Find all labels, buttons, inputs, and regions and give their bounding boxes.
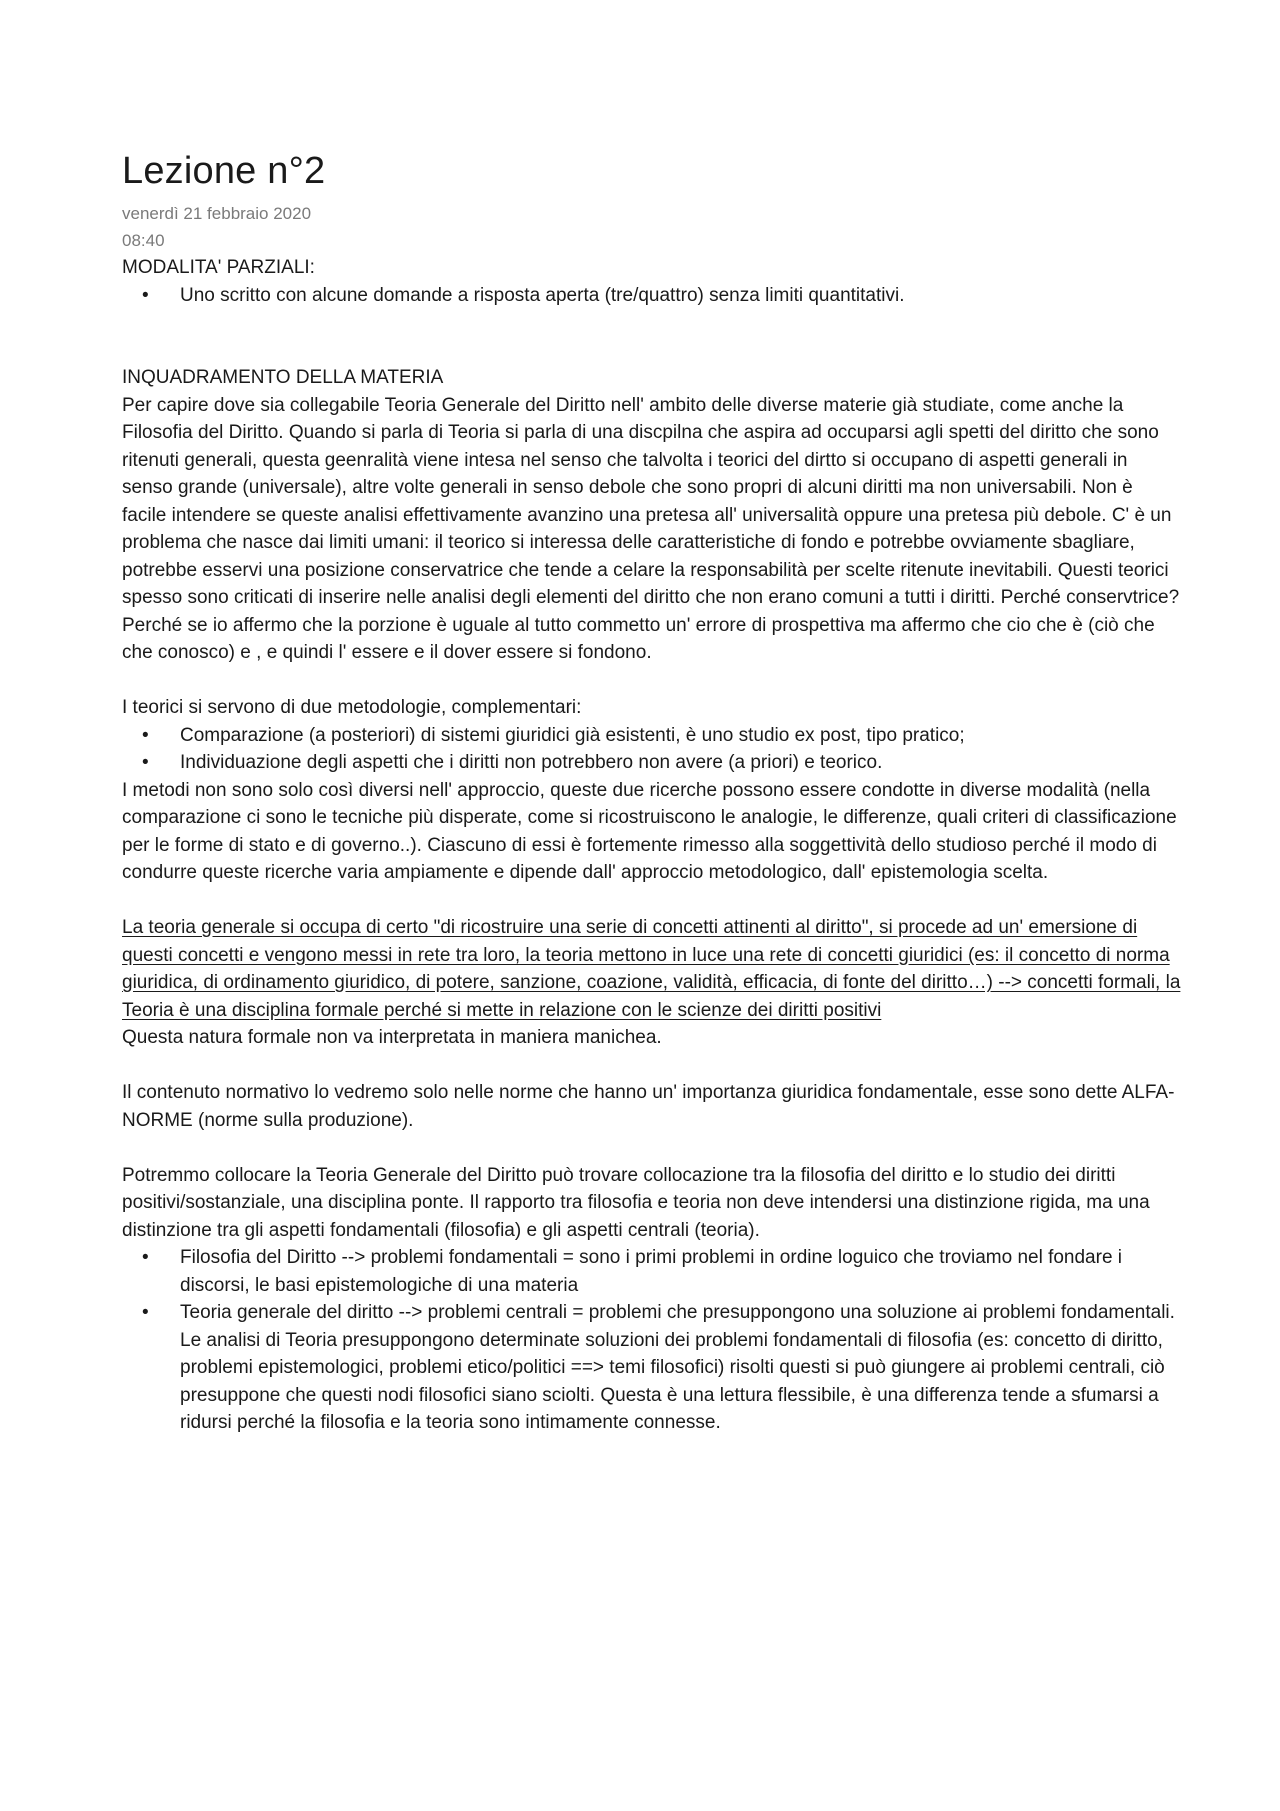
list-item — [122, 282, 1182, 310]
note-date: venerdì 21 febbraio 2020 — [122, 204, 312, 223]
inquadramento-paragraph: Per capire dove sia collegabile Teoria Generale del Diritto nell' ambito delle diverse materie già studiate, come anche la Filosofia del Diritto. Quando si parla di Teoria si parla di una discpilna che aspira ad occuparsi agli spetti del diritto che sono ritenuti generali, questa geenralità viene intesa nel senso che talvolta i teorici del dirtto si occupano di aspetti generali in senso grande (universale), altre volte generali in senso debole che sono propri di alcuni diritti ma non universabili. Non è facile intendere se queste analisi effettivamente avanzino una pretesa all' universalità oppure una pretesa più debole. C' è un problema che nasce dai limiti umani: il teorico si interessa delle caratteristiche di fondo e potrebbe ovviamente sbagliare, potrebbe esservi una posizione conservatrice che tende a celare la responsabilità per scelte ritenute inevitabili. Questi teorici spesso sono criticati di inserire nelle analisi degli elementi del diritto che non erano comuni a tutti i diritti. Perché conservtrice? Perché se io affermo che la porzione è uguale al tutto commetto un' errore di prospettiva ma affermo che cio che è (ciò che che conosco) e , e quindi l' essere e il dover essere si fondono. — [122, 394, 1180, 663]
list-item — [122, 749, 1182, 777]
modalita-list — [122, 282, 1182, 310]
bullet-icon: • — [142, 284, 149, 306]
bullet-icon: • — [142, 1302, 149, 1323]
bullet-icon: • — [142, 1247, 149, 1268]
list-item — [122, 1299, 1182, 1437]
page-title: Lezione n°2 — [122, 150, 326, 192]
spacer — [122, 887, 1182, 915]
note-page — [122, 148, 1182, 1437]
metodologie-intro: I teorici si servono di due metodologie, complementari: — [122, 697, 582, 718]
list-item-text: Teoria generale del diritto --> problemi centrali = problemi che presuppongono una soluzione ai problemi fondamentali. Le analisi di Teoria presuppongono determinate soluzioni dei problemi fondamentali di filosofia (es: concetto di diritto, problemi epistemologici, problemi etico/politici ==> temi filosofici) risolti questi si può giungere ai problemi centrali, ciò presuppone che questi nodi filosofici siano sciolti. Questa è una lettura flessibile, è una differenza tende a sfumarsi a ridursi perché la filosofia e la teoria sono intimamente connesse. — [180, 1302, 1175, 1433]
spacer — [122, 1052, 1182, 1080]
metodologie-list — [122, 722, 1182, 777]
note-time: 08:40 — [122, 231, 165, 250]
list-item — [122, 722, 1182, 750]
teoria-underlined-paragraph: La teoria generale si occupa di certo "di ricostruire una serie di concetti attinenti al diritto", si procede ad un' emersione di questi concetti e vengono messi in rete tra loro, la teoria mettono in luce una rete di concetti giuridici (es: il concetto di norma giuridica, di ordinamento giuridico, di potere, sanzione, coazione, validità, efficacia, di fonte del diritto…) --> concetti formali, la Teoria è una disciplina formale perché si mette in relazione con le scienze dei diritti positivi — [122, 917, 1181, 1021]
list-item-text: Uno scritto con alcune domande a risposta aperta (tre/quattro) senza limiti quantitativi. — [180, 284, 905, 306]
modalita-heading: MODALITA' PARZIALI: — [122, 257, 315, 278]
spacer — [122, 1134, 1182, 1162]
metodologie-paragraph: I metodi non sono solo così diversi nell' approccio, queste due ricerche possono essere condotte in diverse modalità (nella comparazione ci sono le tecniche più disperate, come si ricostruiscono le analogie, le differenze, quali criteri di classificazione per le forme di stato e di governo..). Ciascuno di essi è fortemente rimesso alla soggettività dello studioso perché il modo di condurre queste ricerche varia ampiamente e dipende dall' approccio metodologico, dall' epistemologia scelta. — [122, 779, 1177, 883]
inquadramento-heading: INQUADRAMENTO DELLA MATERIA — [122, 367, 444, 388]
list-item — [122, 1244, 1182, 1299]
contenuto-paragraph: Il contenuto normativo lo vedremo solo nelle norme che hanno un' importanza giuridica fondamentale, esse sono dette ALFA-NORME (norme sulla produzione). — [122, 1082, 1175, 1131]
collocazione-list — [122, 1244, 1182, 1437]
list-item-text: Filosofia del Diritto --> problemi fondamentali = sono i primi problemi in ordine loguico che troviamo nel fondare i discorsi, le basi epistemologiche di una materia — [180, 1247, 1123, 1296]
bullet-icon: • — [142, 752, 149, 773]
list-item-text: Individuazione degli aspetti che i diritti non potrebbero non avere (a priori) e teorico. — [180, 752, 883, 773]
list-item-text: Comparazione (a posteriori) di sistemi giuridici già esistenti, è uno studio ex post, tipo pratico; — [180, 724, 965, 746]
teoria-followup: Questa natura formale non va interpretata in maniera manichea. — [122, 1027, 662, 1048]
spacer — [122, 309, 1182, 364]
collocazione-paragraph: Potremmo collocare la Teoria Generale del Diritto può trovare collocazione tra la filosofia del diritto e lo studio dei diritti positivi/sostanziale, una disciplina ponte. Il rapporto tra filosofia e teoria non deve intendersi una distinzione rigida, ma una distinzione tra gli aspetti fondamentali (filosofia) e gli aspetti centrali (teoria). — [122, 1164, 1150, 1241]
bullet-icon: • — [142, 724, 149, 746]
spacer — [122, 667, 1182, 695]
